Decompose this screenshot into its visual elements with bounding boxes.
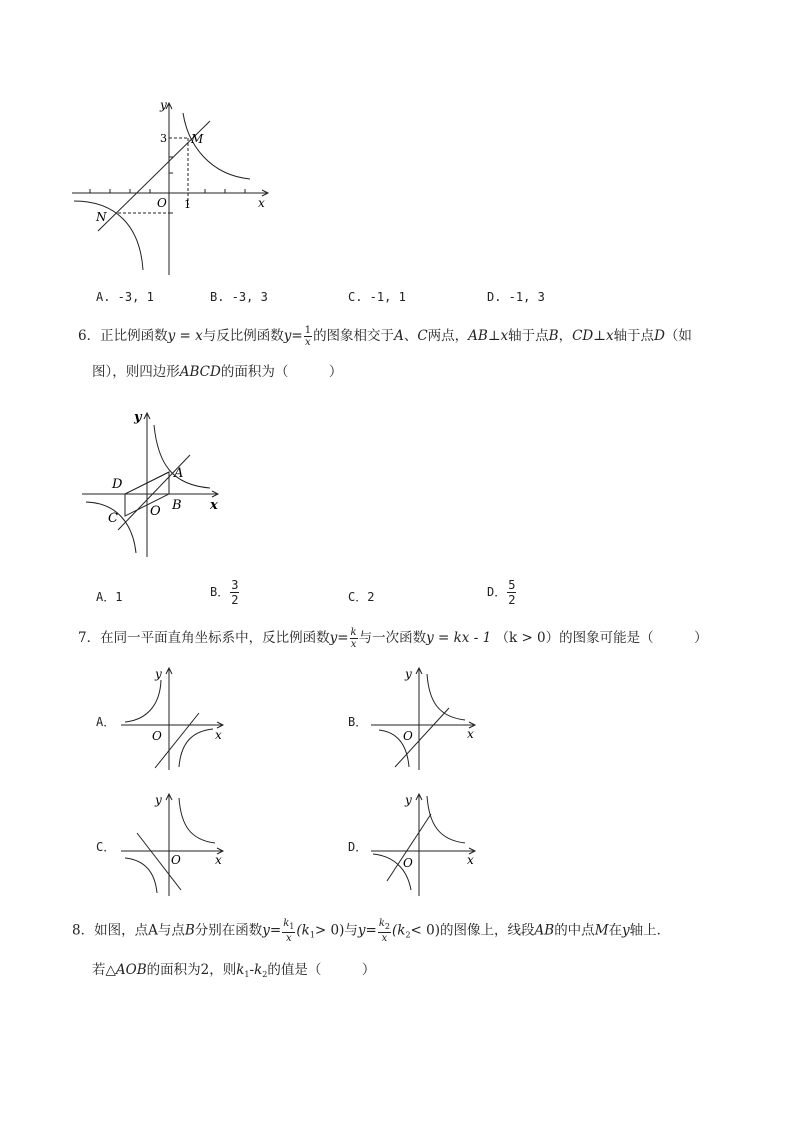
graph-option-d: [367, 788, 482, 900]
figure-q5: [60, 95, 280, 285]
y-axis-label: y: [160, 98, 167, 112]
svg-text:y: y: [155, 793, 162, 807]
point-n-label: N: [96, 210, 107, 224]
point-c-label: C: [108, 511, 118, 526]
figure-q6: [78, 405, 238, 565]
point-d-label: D: [112, 477, 123, 492]
origin-label: O: [150, 504, 161, 519]
hyperbola-lower-branch: [74, 201, 143, 270]
svg-text:y: y: [405, 667, 412, 681]
svg-text:O: O: [403, 856, 413, 870]
svg-text:x: x: [467, 853, 474, 867]
graph-option-a: [115, 662, 230, 774]
question-8-line-2: 若△AOB的面积为2，则$k_1-k_2$的值是（ ）: [92, 962, 376, 979]
tick-label-3: 3: [160, 132, 167, 145]
point-m-label: M: [191, 132, 204, 146]
svg-text:x: x: [215, 728, 222, 742]
origin-label: O: [157, 196, 167, 210]
question-6: 6．正比例函数y = x与反比例函数y= $\frac{1}{x}$ 的图象相交于A、C两点，AB⊥x轴于点B，CD⊥x轴于点D（如: [78, 325, 692, 348]
hyperbola-upper-branch: [183, 113, 250, 179]
svg-text:x: x: [215, 853, 222, 867]
point-b-label: B: [172, 498, 182, 513]
question-6-line-2: 图），则四边形ABCD的面积为（ ）: [92, 364, 343, 380]
option-a[interactable]: A. -3, 1: [96, 290, 154, 304]
option-d[interactable]: D．: [348, 840, 368, 854]
svg-text:O: O: [403, 729, 413, 743]
option-a[interactable]: A．: [96, 715, 116, 729]
option-b[interactable]: B．: [348, 715, 368, 729]
option-d[interactable]: D． $\frac{5}{2}$: [487, 578, 516, 607]
svg-text:O: O: [152, 729, 162, 743]
tick-label-1: 1: [184, 198, 191, 211]
svg-text:y: y: [155, 667, 162, 681]
option-a[interactable]: A．1: [96, 590, 123, 604]
option-d[interactable]: D. -1, 3: [487, 290, 545, 304]
option-b[interactable]: B． $\frac{3}{2}$: [210, 578, 239, 607]
x-axis-label: x: [210, 498, 218, 513]
svg-text:O: O: [171, 853, 181, 867]
point-a-label: A: [174, 466, 184, 481]
graph-option-c: [115, 788, 230, 900]
option-c[interactable]: C．: [96, 840, 116, 854]
svg-text:x: x: [467, 727, 474, 741]
graph-option-b: [367, 662, 482, 774]
svg-text:y: y: [405, 793, 412, 807]
option-b[interactable]: B. -3, 3: [210, 290, 268, 304]
y-axis-label: y: [134, 410, 142, 425]
option-c[interactable]: C．2: [348, 590, 375, 604]
question-7: 7．在同一平面直角坐标系中，反比例函数y= $\frac{k}{x}$ 与一次函数y = kx - 1 （k > 0）的图象可能是（ ）: [78, 627, 708, 650]
option-c[interactable]: C. -1, 1: [348, 290, 406, 304]
x-axis-label: x: [258, 196, 265, 210]
question-8: 8．如图，点A与点B分别在函数y= $\frac{k_1}{x}$ $(k_1> 0)$与y= $\frac{k_2}{x}$ $(k_2< 0)$的图像上，线段AB的中点M在y轴上．: [72, 918, 671, 944]
hyperbola-lower-branch: [86, 502, 136, 553]
